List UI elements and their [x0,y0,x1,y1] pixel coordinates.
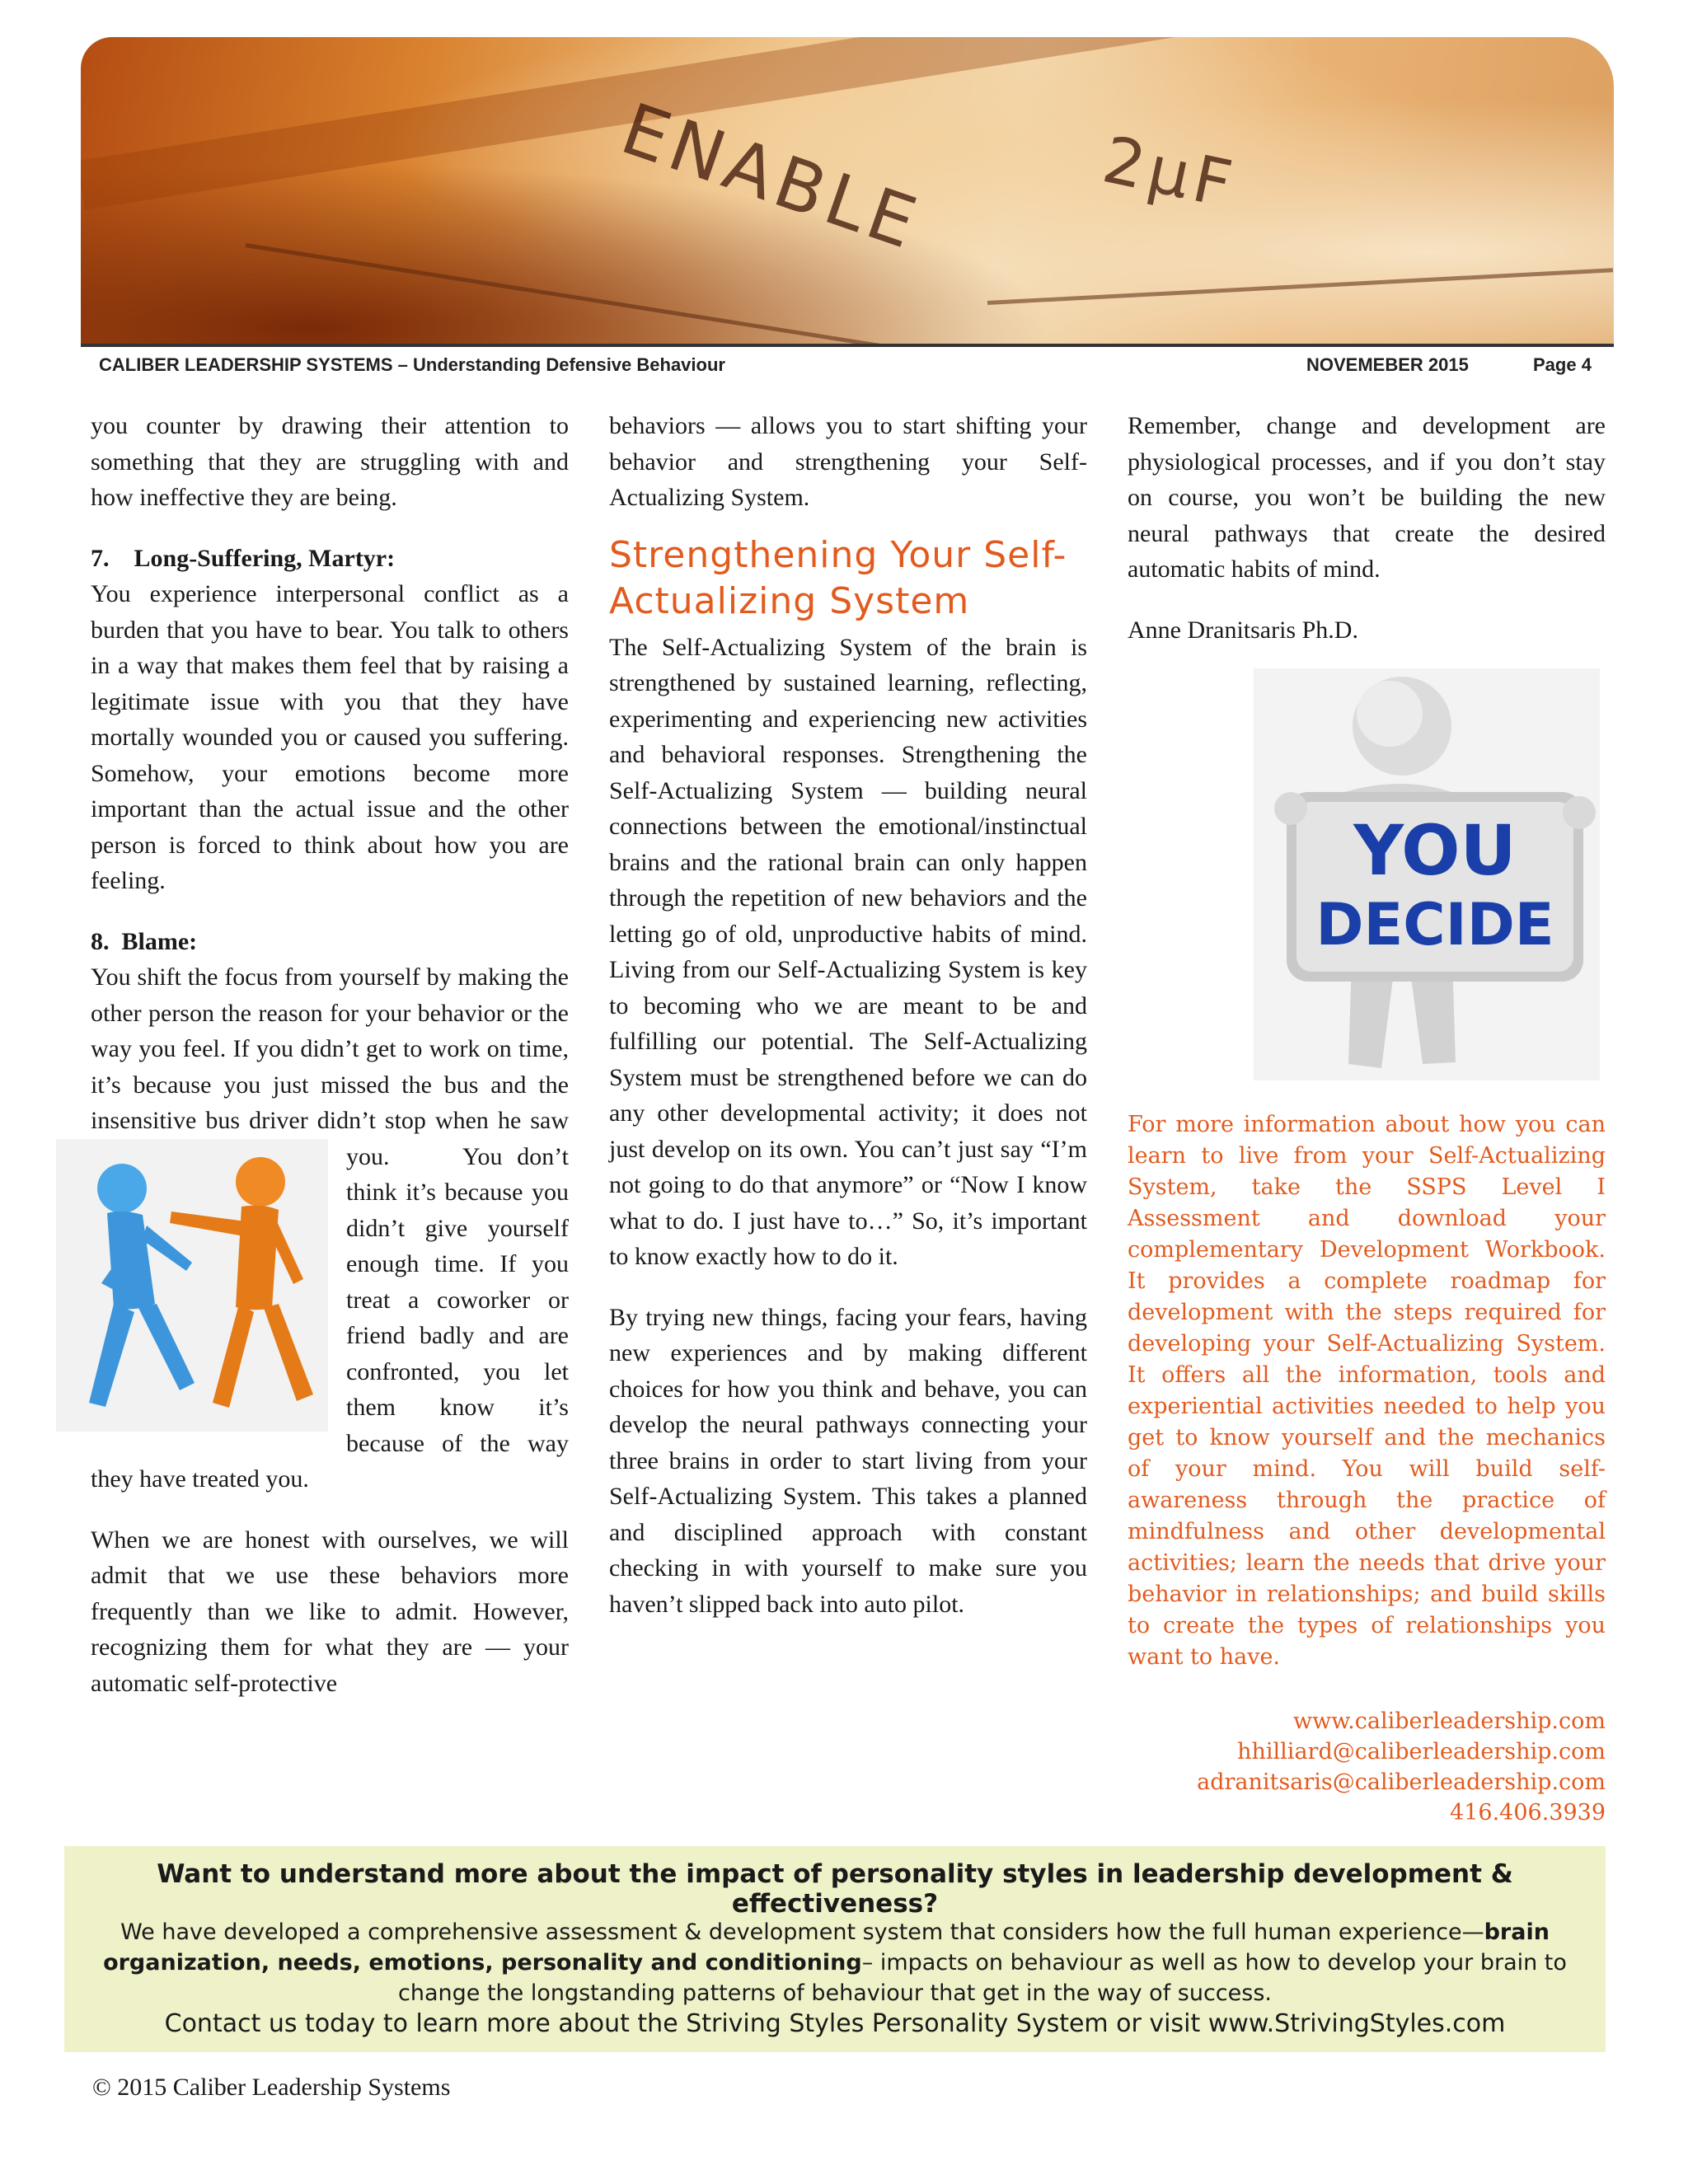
section-heading: Strengthening Your Self-Actualizing System [609,533,1067,622]
issue-date: NOVEMEBER 2015 [1306,354,1469,375]
page-number: Page 4 [1533,354,1592,375]
paragraph: The Self-Actualizing System of the brain is strengthened by sustained learning, reflecting, experimenting and experiencing new activities and behavioral responses. Strengthening the Self-Actualizing System — building neural connections between the emotional/instinctual brains and the rational brain can only happen through the repetition of new behaviors and the letting go of old, unproductive habits of mind. Living from our Self-Actualizing System is key to becoming who we are meant to be and fulfilling our potential. The Self-Actualizing System must be strengthened before we can do any other developmental activity; it does not just develop on its own. You can’t just say “I’m not going to do that anymore” or “Now I know what to do. I just have to…” So, it’s important to know exactly how to do it. [609,633,1087,1270]
banner-line [987,268,1613,305]
promo-title: Want to understand more about the impact of personality styles in leadership development & effectiveness? [157,1859,1513,1919]
newsletter-title: CALIBER LEADERSHIP SYSTEMS – Understanding Defensive Behaviour [99,354,725,375]
email-link[interactable]: hhilliard@caliberleadership.com [1237,1739,1606,1765]
text-span: You shift the focus from yourself by making the other person the reason for your behavior or the way you feel. If you didn’t get to work on time, it’s because you just missed the bus and the insensitive bus driver didn’t stop when he saw you. [91,963,569,1170]
banner-enable-text: ENABLE [611,87,931,267]
paragraph: Remember, change and development are physiological processes, and if you don’t stay on course, you won’t be building the new neural pathways that create the desired automatic habits of mind. [1128,412,1606,583]
promo-contact-line[interactable]: Contact us today to learn more about the Striving Styles Personality System or visit www.StrivingStyles.com [164,2009,1506,2038]
column-3 [1128,408,1606,1828]
paragraph: you counter by drawing their attention to something that they are struggling with and how ineffective they are being. [91,412,569,511]
author-signature: Anne Dranitsaris Ph.D. [1128,616,1358,644]
bold-text-span: brain organization, needs, emotions, personality and conditioning [103,1919,1550,1975]
paragraph: You experience interpersonal conflict as a burden that you have to bear. You talk to others in a way that makes them feel that by raising a legitimate issue with you that they have mortally wounded you or caused you suffering. Somehow, your emotions become more important than the actual issue and the other person is forced to think about how you are feeling. [91,580,569,894]
paragraph [91,959,569,1497]
figure-holding-sign-icon [1254,668,1600,1080]
text-span: We have developed a comprehensive assessment & development system that considers how the full human experience— [120,1919,1484,1945]
you-decide-illustration [1254,668,1600,1080]
phone-number[interactable]: 416.406.3939 [1450,1800,1606,1825]
column-2 [609,408,1087,1622]
page-header [81,344,1614,383]
item-heading-7 [91,541,569,577]
paragraph: behaviors — allows you to start shifting your behavior and strengthening your Self-Actualizing System. [609,412,1087,511]
item-number: 7. [91,544,110,572]
item-number: 8. [91,927,110,955]
column-1 [91,408,569,1701]
copyright: © 2015 Caliber Leadership Systems [92,2074,451,2101]
text-span: – impacts on behaviour as well as how to develop your brain to change the longstanding patterns of behaviour that get in the way of success. [398,1950,1567,2006]
paragraph: By trying new things, facing your fears, having new experiences and by making different choices for how you think and behave, you can develop the neural pathways connecting your three brains in order to start living from your Self-Actualizing System. This takes a planned and disciplined approach with constant checking in with yourself to make sure you haven’t slipped back into auto pilot. [609,1303,1087,1618]
banner-cap-text: 2μF [1096,123,1243,223]
paragraph: When we are honest with ourselves, we will admit that we use these behaviors more frequently than we like to admit. However, recognizing them for what they are — your automatic self-protective [91,1526,569,1697]
item-title: Blame: [121,927,198,955]
email-link[interactable]: adranitsaris@caliberleadership.com [1197,1769,1606,1795]
text-span: You don’t think it’s because you didn’t give yourself enough time. If you treat a coworker or friend badly and are confronted, you let them know it’s because of the way they have treated you. [91,1142,569,1493]
contact-block [1128,1706,1606,1828]
pointing-figures-icon [56,1139,328,1432]
sign-text-decide: DECIDE [1315,891,1554,958]
sign-text-you: YOU [1353,810,1517,891]
promo-body [81,1917,1589,2008]
website-link[interactable]: www.caliberleadership.com [1293,1708,1606,1734]
banner-line [246,243,1060,347]
blaming-figures-illustration [56,1139,328,1432]
more-info-paragraph: For more information about how you can learn to live from your Self-Actualizing System, take the SSPS Level I Assessment and download your complementary Development Workbook. It provides a complete roadmap for development with the steps required for developing your Self-Actualizing System. It offers all the information, tools and experiential activities needed to help you get to know yourself and the mechanics of your mind. You will build self-awareness through the practice of mindfulness and other developmental activities; learn the needs that drive your behavior in relationships; and build skills to create the types of relationships you want to have. [1128,1112,1606,1670]
item-heading-8 [91,924,569,960]
promo-box [64,1846,1606,2052]
item-title: Long-Suffering, Martyr: [134,544,396,572]
header-banner-image [81,37,1614,347]
